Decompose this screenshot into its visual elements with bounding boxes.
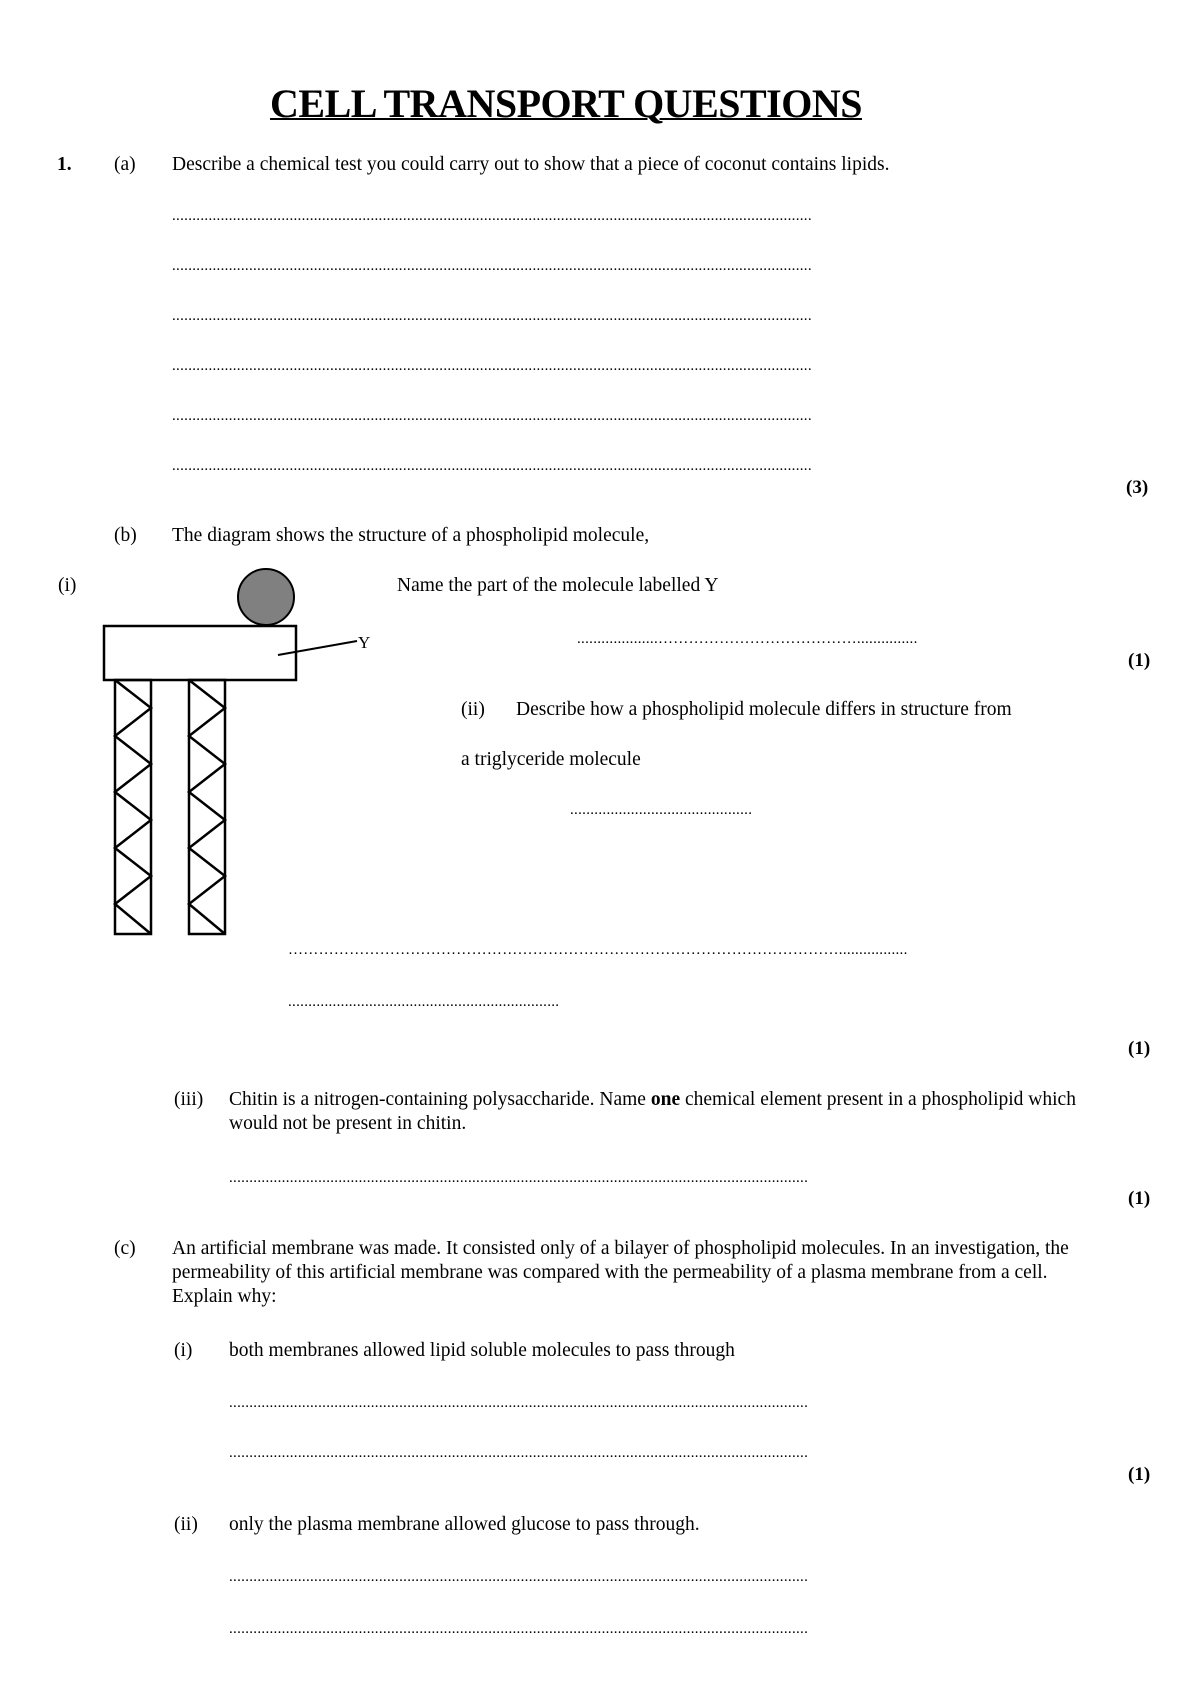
label-y: Y [358,633,371,652]
part-a-label: (a) [114,154,136,175]
part-b-intro: The diagram shows the structure of a phospholipid molecule, [172,525,650,546]
fatty-acid-tail [189,680,225,934]
part-a-text: Describe a chemical test you could carry out to show that a piece of coconut contains lipids. [172,154,890,175]
answer-line[interactable]: ....................…………………………………............... [577,631,918,647]
marks-a: (3) [1126,477,1149,498]
page-title: CELL TRANSPORT QUESTIONS [270,81,862,126]
fatty-acid-tail [115,680,151,934]
marks-b-i: (1) [1128,650,1151,671]
answer-line[interactable]: .............................................................................................................................................................. [172,258,812,274]
part-c-i-text: both membranes allowed lipid soluble molecules to pass through [229,1340,735,1361]
part-b-iii-text: Chitin is a nitrogen-containing polysaccharide. Name one chemical element present in a phospholipid which would not be present in chitin. [229,1089,1076,1134]
answer-line[interactable]: ............................................................................................................................................... [229,1170,809,1186]
answer-line[interactable]: ………………………………………………………………………………………………................. [288,942,908,958]
part-c-text: An artificial membrane was made. It consisted only of a bilayer of phospholipid molecules. In an investigation, the permeability of this artificial membrane was compared with the permeability of a plasma membrane from a cell. Explain why: [172,1238,1069,1307]
part-b-label: (b) [114,525,137,546]
emphasis-one: one [650,1089,681,1110]
part-c-ii-text: only the plasma membrane allowed glucose to pass through. [229,1514,700,1535]
part-c-label: (c) [114,1238,136,1259]
glycerol-part [104,626,296,680]
question-number: 1. [57,154,72,175]
answer-line[interactable]: ............................................. [570,802,753,818]
answer-line[interactable]: ............................................................................................................................................... [229,1621,809,1637]
answer-line[interactable]: .............................................................................................................................................................. [172,458,812,474]
phosphate-head [238,569,294,625]
part-b-i-label: (i) [58,575,77,596]
marks-b-iii: (1) [1128,1188,1151,1209]
marks-c-i: (1) [1128,1464,1151,1485]
part-b-ii-text-2: a triglyceride molecule [461,749,641,770]
answer-line[interactable]: ................................................................... [288,994,560,1010]
part-b-i-text: Name the part of the molecule labelled Y [397,575,719,596]
answer-line[interactable]: .............................................................................................................................................................. [172,358,812,374]
marks-b-ii: (1) [1128,1038,1151,1059]
answer-line[interactable]: .............................................................................................................................................................. [172,208,812,224]
part-b-ii-label: (ii) [461,699,485,720]
answer-line[interactable]: ............................................................................................................................................... [229,1569,809,1585]
answer-line[interactable]: .............................................................................................................................................................. [172,308,812,324]
answer-line[interactable]: .............................................................................................................................................................. [172,408,812,424]
answer-line[interactable]: ............................................................................................................................................... [229,1445,809,1461]
part-b-iii-label: (iii) [174,1089,204,1110]
part-c-i-label: (i) [174,1340,193,1361]
phospholipid-diagram [95,560,385,940]
part-c-ii-label: (ii) [174,1514,198,1535]
part-b-ii-text-1: Describe how a phospholipid molecule differs in structure from [516,699,1012,720]
answer-line[interactable]: ............................................................................................................................................... [229,1395,809,1411]
